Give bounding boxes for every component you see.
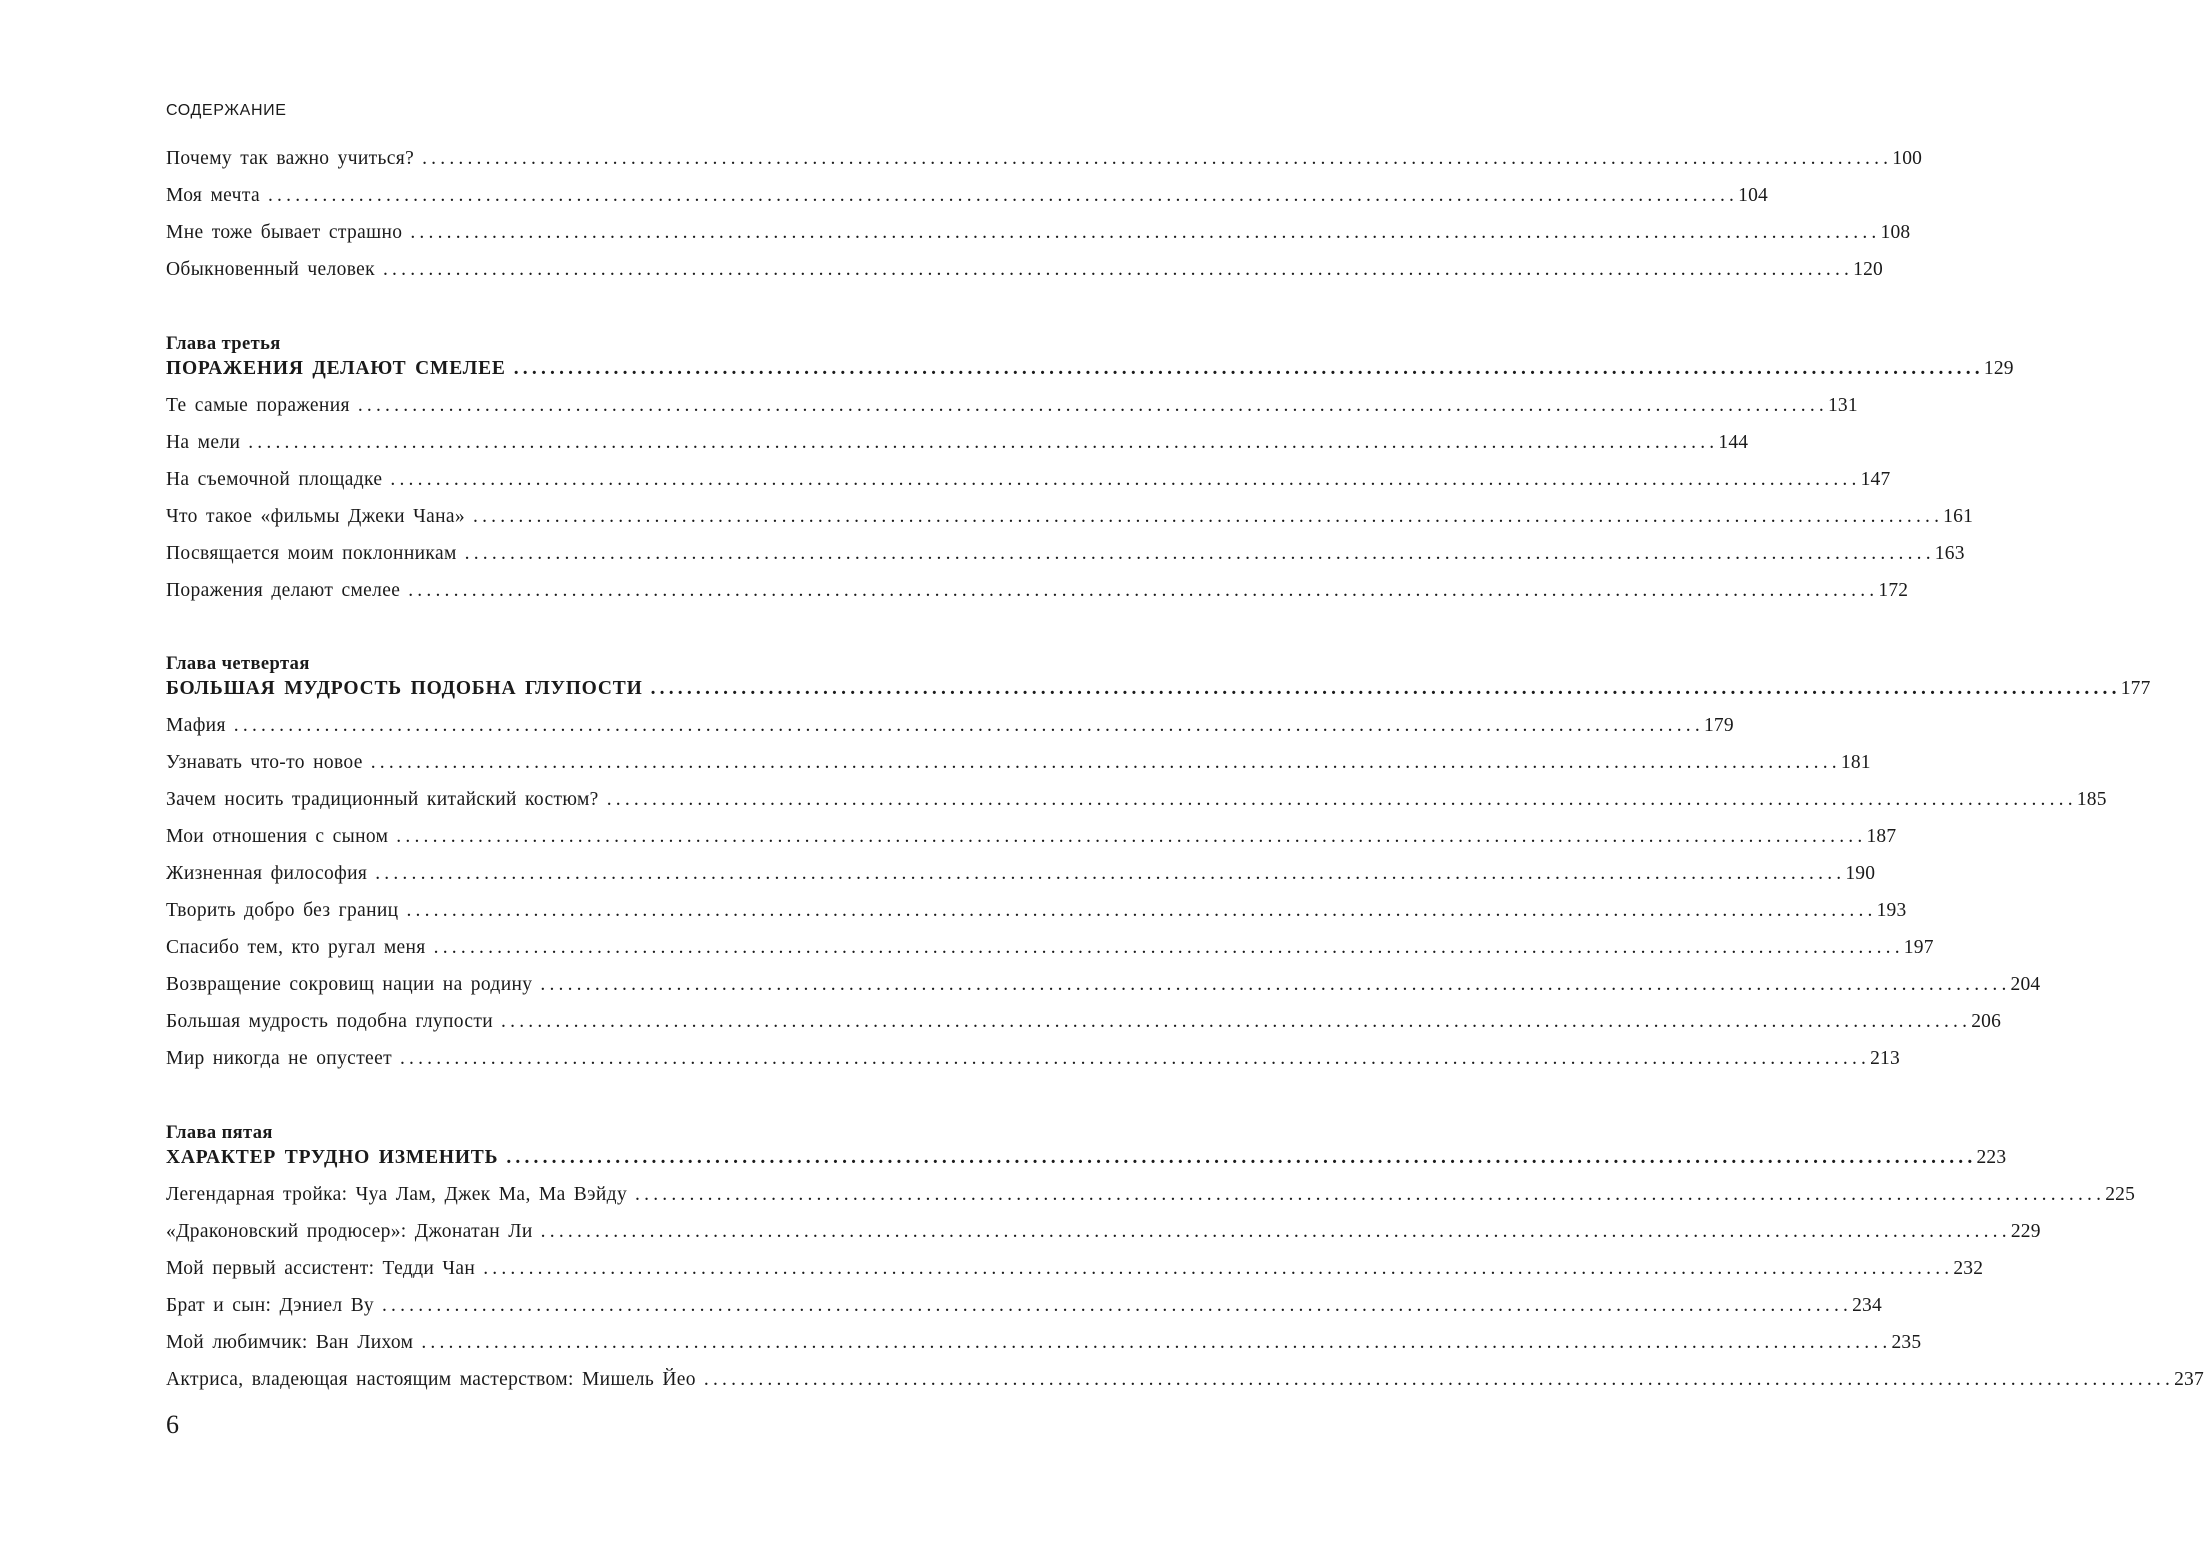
dot-leader: .................................................................................................................................................................. (408, 580, 1879, 601)
dot-leader: .................................................................................................................................................................. (473, 506, 1944, 527)
toc-entry-title: «Драконовский продюсер»: Джонатан Ли (166, 1221, 533, 1242)
chapter-heading-title: БОЛЬШАЯ МУДРОСТЬ ПОДОБНА ГЛУПОСТИ (166, 678, 643, 699)
chapter-label: Глава третья (166, 334, 281, 354)
toc-entry-title: Зачем носить традиционный китайский костюм? (166, 789, 599, 810)
toc-entry-title: Возвращение сокровищ нации на родину (166, 974, 533, 995)
toc-entry-title: На съемочной площадке (166, 469, 383, 490)
toc-entry-title: Те самые поражения (166, 395, 350, 416)
dot-leader: .................................................................................................................................................................. (406, 900, 1877, 921)
dot-leader: .................................................................................................................................................................. (267, 185, 1739, 206)
toc-entry[interactable] (166, 469, 1891, 495)
toc-entry-title: Поражения делают смелее (166, 580, 401, 601)
toc-entry[interactable] (166, 826, 1897, 852)
toc-page (166, 0, 2204, 1565)
toc-entry[interactable] (166, 789, 2107, 815)
toc-entry-page: 131 (1827, 395, 1858, 416)
dot-leader: .................................................................................................................................................................. (410, 222, 1881, 243)
toc-entry[interactable] (166, 1221, 2041, 1247)
toc-entry-page: 234 (1852, 1295, 1882, 1316)
toc-entry[interactable] (166, 1048, 1900, 1074)
toc-entry-title: Мой первый ассистент: Тедди Чан (166, 1258, 476, 1279)
dot-leader: .................................................................................................................................................................. (464, 543, 1935, 564)
toc-entry[interactable] (166, 148, 1923, 174)
chapter-heading[interactable] (166, 1147, 2007, 1173)
toc-entry-title: Что такое «фильмы Джеки Чана» (166, 506, 466, 527)
dot-leader: .................................................................................................................................................................. (390, 469, 1861, 490)
toc-entry-title: Почему так важно учиться? (166, 148, 415, 169)
toc-entry-page: 229 (2010, 1221, 2041, 1242)
toc-entry[interactable] (166, 715, 1734, 741)
chapter-heading-title: ПОРАЖЕНИЯ ДЕЛАЮТ СМЕЛЕЕ (166, 358, 506, 379)
chapter-label: Глава пятая (166, 1123, 273, 1143)
page-number: 6 (166, 1410, 179, 1439)
dot-leader: .................................................................................................................................................................. (396, 826, 1867, 847)
dot-leader: .................................................................................................................................................................. (501, 1011, 1972, 1032)
dot-leader: .................................................................................................................................................................. (650, 678, 2121, 699)
dot-leader: .................................................................................................................................................................. (513, 358, 1984, 379)
chapter-heading-page: 223 (1976, 1147, 2007, 1168)
page-header: СОДЕРЖАНИЕ (166, 102, 287, 119)
toc-entry-page: 144 (1718, 432, 1749, 453)
toc-entry-page: 235 (1891, 1332, 1922, 1353)
toc-entry-page: 206 (1971, 1011, 2002, 1032)
dot-leader: .................................................................................................................................................................. (382, 259, 1854, 280)
toc-entry-title: Легендарная тройка: Чуа Лам, Джек Ма, Ма Вэйду (166, 1184, 628, 1205)
dot-leader: .................................................................................................................................................................. (483, 1258, 1954, 1279)
dot-leader: .................................................................................................................................................................. (606, 789, 2077, 810)
toc-entry[interactable] (166, 900, 1907, 926)
dot-leader: .................................................................................................................................................................. (703, 1369, 2175, 1390)
dot-leader: .................................................................................................................................................................. (422, 148, 1893, 169)
toc-entry-page: 147 (1860, 469, 1891, 490)
toc-entry-title: Узнавать что-то новое (166, 752, 363, 773)
toc-entry-page: 232 (1953, 1258, 1984, 1279)
toc-entry-page: 190 (1845, 863, 1876, 884)
toc-entry-title: Большая мудрость подобна глупости (166, 1011, 494, 1032)
toc-entry-page: 193 (1876, 900, 1907, 921)
toc-entry-page: 225 (2105, 1184, 2136, 1205)
toc-entry-page: 204 (2010, 974, 2041, 995)
chapter-heading[interactable] (166, 678, 2151, 704)
toc-entry[interactable] (166, 1295, 1882, 1321)
dot-leader: .................................................................................................................................................................. (248, 432, 1719, 453)
toc-entry[interactable] (166, 1369, 2204, 1395)
toc-entry[interactable] (166, 1332, 1922, 1358)
toc-entry[interactable] (166, 506, 1974, 532)
toc-entry-title: Мои отношения с сыном (166, 826, 389, 847)
toc-entry-page: 213 (1870, 1048, 1900, 1069)
toc-entry-page: 100 (1892, 148, 1923, 169)
toc-entry-title: Творить добро без границ (166, 900, 399, 921)
toc-entry-title: Жизненная философия (166, 863, 368, 884)
dot-leader: .................................................................................................................................................................. (370, 752, 1841, 773)
toc-entry[interactable] (166, 1258, 1984, 1284)
toc-entry[interactable] (166, 1011, 2002, 1037)
toc-entry[interactable] (166, 580, 1909, 606)
toc-entry-title: Мне тоже бывает страшно (166, 222, 403, 243)
dot-leader: .................................................................................................................................................................. (399, 1048, 1871, 1069)
chapter-heading-page: 129 (1983, 358, 2014, 379)
dot-leader: .................................................................................................................................................................. (433, 937, 1904, 958)
toc-entry-page: 108 (1880, 222, 1911, 243)
dot-leader: .................................................................................................................................................................. (635, 1184, 2106, 1205)
dot-leader: .................................................................................................................................................................. (357, 395, 1828, 416)
chapter-heading-title: ХАРАКТЕР ТРУДНО ИЗМЕНИТЬ (166, 1147, 499, 1168)
chapter-heading-page: 177 (2120, 678, 2151, 699)
toc-entry-page: 237 (2174, 1369, 2204, 1390)
chapter-label: Глава четвертая (166, 654, 310, 674)
toc-entry[interactable] (166, 937, 1934, 963)
toc-entry-page: 172 (1878, 580, 1909, 601)
toc-entry[interactable] (166, 974, 2041, 1000)
toc-entry[interactable] (166, 752, 1871, 778)
toc-entry-title: Актриса, владеющая настоящим мастерством: Мишель Йео (166, 1369, 696, 1390)
dot-leader: .................................................................................................................................................................. (233, 715, 1704, 736)
toc-entry-page: 104 (1738, 185, 1768, 206)
toc-entry[interactable] (166, 1184, 2136, 1210)
toc-entry[interactable] (166, 222, 1911, 248)
toc-entry-page: 185 (2076, 789, 2107, 810)
toc-entry[interactable] (166, 395, 1858, 421)
dot-leader: .................................................................................................................................................................. (540, 974, 2011, 995)
dot-leader: .................................................................................................................................................................. (506, 1147, 1977, 1168)
toc-entry-title: Мафия (166, 715, 226, 736)
toc-entry-page: 120 (1853, 259, 1883, 280)
toc-entry[interactable] (166, 432, 1749, 458)
chapter-heading[interactable] (166, 358, 2014, 384)
dot-leader: .................................................................................................................................................................. (540, 1221, 2011, 1242)
toc-entry-title: Мой любимчик: Ван Лихом (166, 1332, 414, 1353)
toc-entry-title: Брат и сын: Дэниел Ву (166, 1295, 374, 1316)
toc-entry-page: 161 (1943, 506, 1974, 527)
toc-entry[interactable] (166, 259, 1883, 285)
toc-entry-title: На мели (166, 432, 241, 453)
dot-leader: .................................................................................................................................................................. (381, 1295, 1853, 1316)
toc-entry-title: Мир никогда не опустеет (166, 1048, 392, 1069)
toc-entry-title: Обыкновенный человек (166, 259, 375, 280)
toc-entry-title: Спасибо тем, кто ругал меня (166, 937, 426, 958)
toc-entry-page: 179 (1703, 715, 1734, 736)
toc-entry-page: 163 (1934, 543, 1965, 564)
dot-leader: .................................................................................................................................................................. (421, 1332, 1892, 1353)
toc-entry-page: 187 (1866, 826, 1897, 847)
toc-entry-page: 181 (1840, 752, 1871, 773)
dot-leader: .................................................................................................................................................................. (375, 863, 1846, 884)
toc-entry-title: Посвящается моим поклонникам (166, 543, 457, 564)
toc-entry-page: 197 (1903, 937, 1934, 958)
toc-entry[interactable] (166, 863, 1876, 889)
toc-entry[interactable] (166, 543, 1965, 569)
toc-entry-title: Моя мечта (166, 185, 260, 206)
toc-entry[interactable] (166, 185, 1768, 211)
